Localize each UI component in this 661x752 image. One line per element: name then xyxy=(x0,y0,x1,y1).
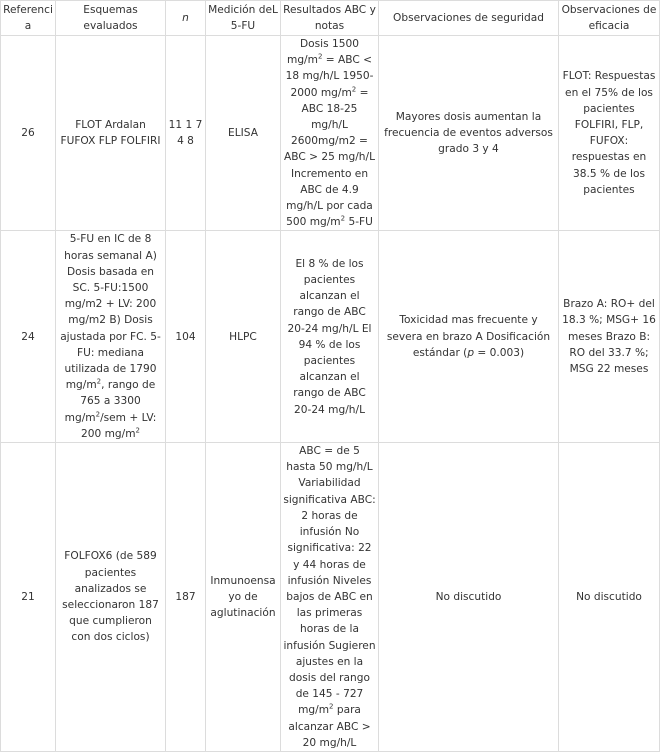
cell-seguridad: No discutido xyxy=(379,443,559,752)
cell-eficacia: No discutido xyxy=(559,443,660,752)
header-seguridad: Observaciones de seguridad xyxy=(379,1,559,36)
table-header xyxy=(1,1,660,36)
cell-esquemas: FLOT Ardalan FUFOX FLP FOLFIRI xyxy=(56,36,166,231)
cell-n: 104 xyxy=(166,231,206,443)
header-esquemas: Esquemas evaluados xyxy=(56,1,166,36)
cell-medicion: Inmunoensayo de aglutinación xyxy=(206,443,281,752)
cell-referencia: 26 xyxy=(1,36,56,231)
cell-medicion: HLPC xyxy=(206,231,281,443)
cell-resultados: ABC = de 5 hasta 50 mg/h/L Variabilidad significativa ABC: 2 horas de infusión No significativa: 22 y 44 horas de infusión Niveles bajos de ABC en las primeras horas de la infusión Sugieren ajustes en la dosis del rango de 145 - 727 $mg/m^2$ para alcanzar ABC > 20 mg/h/L xyxy=(281,443,379,752)
header-eficacia: Observaciones de eficacia xyxy=(559,1,660,36)
cell-eficacia: FLOT: Respuestas en el 75% de los pacientes FOLFIRI, FLP, FUFOX: respuestas en 38.5 % de los pacientes xyxy=(559,36,660,231)
cell-esquemas: 5-FU en IC de 8 horas semanal A) Dosis basada en SC. 5-FU:1500 mg/m2 + LV: 200 mg/m2 B) Dosis ajustada por FC. 5-FU: mediana utilizada de 1790 $mg/m^2$, rango de 765 a 3300 $mg/m^2$/sem + LV: 200 $mg/m^2$ xyxy=(56,231,166,443)
header-referencia: Referencia xyxy=(1,1,56,36)
cell-resultados: El 8 % de los pacientes alcanzan el rango de ABC 20-24 mg/h/L El 94 % de los pacientes alcanzan el rango de ABC 20-24 mg/h/L xyxy=(281,231,379,443)
table-row xyxy=(1,231,660,443)
header-resultados: Resultados ABC y notas xyxy=(281,1,379,36)
cell-n: 11 1 7 4 8 xyxy=(166,36,206,231)
cell-n: 187 xyxy=(166,443,206,752)
header-n: n xyxy=(166,1,206,36)
cell-resultados: Dosis 1500 $mg/m^2$ = ABC < 18 mg/h/L 1950-2000 $mg/m^2$ = ABC 18-25 mg/h/L 2600mg/m2 = ABC > 25 mg/h/L Incremento en ABC de 4.9 mg/h/L por cada 500 $mg/m^2$ 5-FU xyxy=(281,36,379,231)
header-row xyxy=(1,1,660,36)
header-medicion: Medición deL 5-FU xyxy=(206,1,281,36)
cell-referencia: 24 xyxy=(1,231,56,443)
table-row xyxy=(1,443,660,752)
cell-eficacia: Brazo A: RO+ del 18.3 %; MSG+ 16 meses Brazo B: RO del 33.7 %; MSG 22 meses xyxy=(559,231,660,443)
cell-seguridad: Toxicidad mas frecuente y severa en brazo A Dosificación estándar (p = 0.003) xyxy=(379,231,559,443)
cell-referencia: 21 xyxy=(1,443,56,752)
cell-seguridad: Mayores dosis aumentan la frecuencia de eventos adversos grado 3 y 4 xyxy=(379,36,559,231)
table-row xyxy=(1,36,660,231)
cell-esquemas: FOLFOX6 (de 589 pacientes analizados se seleccionaron 187 que cumplieron con dos ciclos) xyxy=(56,443,166,752)
cell-medicion: ELISA xyxy=(206,36,281,231)
